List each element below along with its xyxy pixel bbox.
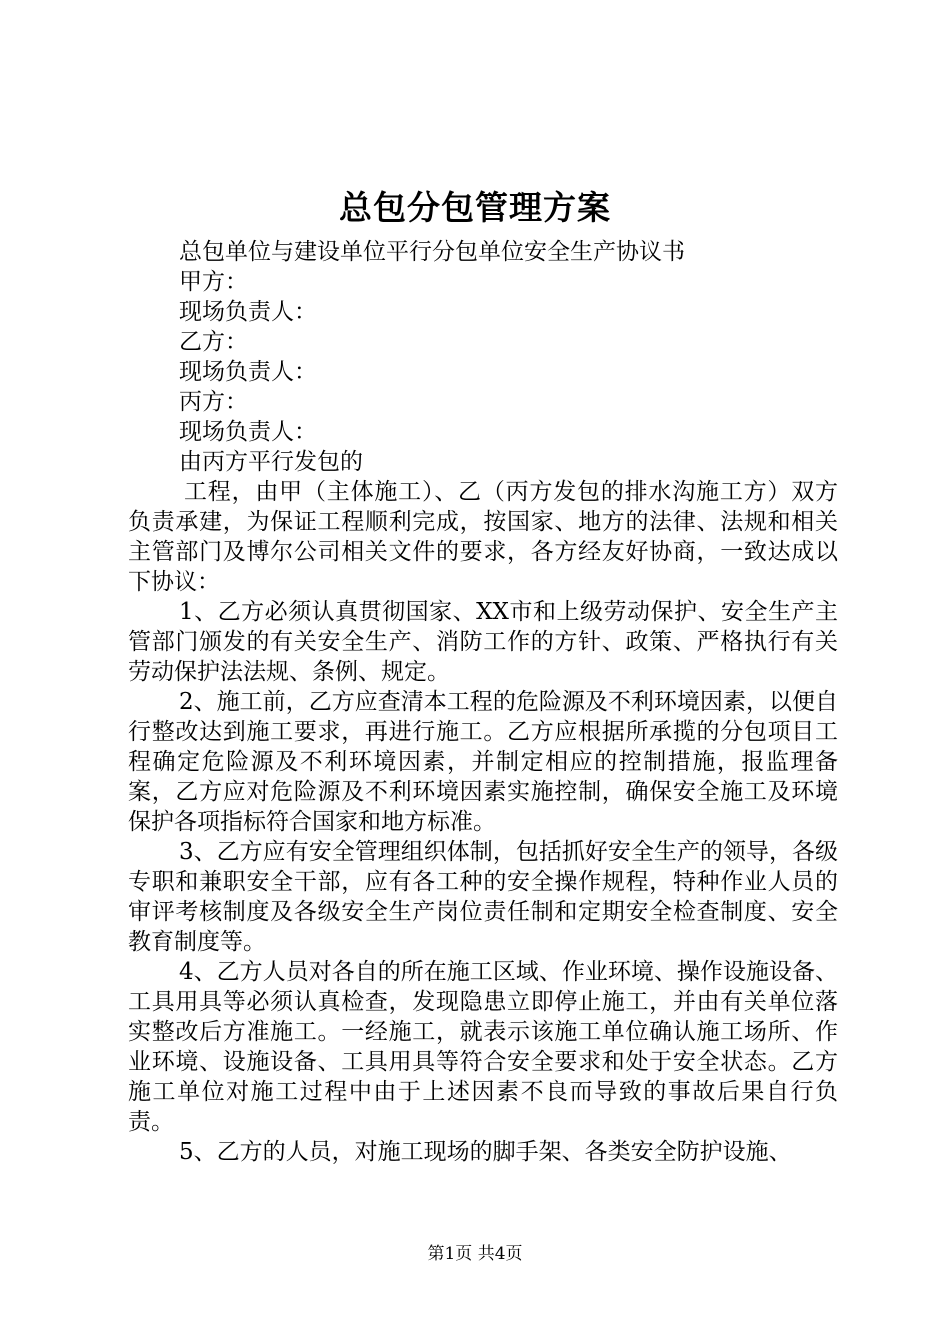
clause-3: 3、乙方应有安全管理组织体制，包括抓好安全生产的领导，各级专职和兼职安全干部，应有各工种的安全操作规程，特种作业人员的审评考核制度及各级安全生产岗位责任制和定期安全检查制度、安全教育制度等。 <box>128 839 838 955</box>
party-b-label: 乙方： <box>179 329 248 355</box>
clause-1: 1、乙方必须认真贯彻国家、XX市和上级劳动保护、安全生产主管部门颁发的有关安全生产、消防工作的方针、政策、严格执行有关劳动保护法法规、条例、规定。 <box>128 599 838 685</box>
party-c-label: 丙方： <box>179 389 248 415</box>
agreement-subtitle: 总包单位与建设单位平行分包单位安全生产协议书 <box>179 239 685 265</box>
intro-paragraph: 工程，由甲（主体施工）、乙（丙方发包的排水沟施工方）双方负责承建，为保证工程顺利完成，按国家、地方的法律、法规和相关主管部门及博尔公司相关文件的要求，各方经友好协商，一致达成以下协议： <box>128 479 838 595</box>
clause-5: 5、乙方的人员，对施工现场的脚手架、各类安全防护设施、 <box>179 1139 792 1165</box>
party-a-label: 甲方： <box>179 269 248 295</box>
party-b-rep-label: 现场负责人： <box>179 359 317 385</box>
document-body <box>128 237 838 1167</box>
document-title: 总包分包管理方案 <box>339 188 611 227</box>
party-a-rep-label: 现场负责人： <box>179 299 317 325</box>
page-footer: 第1页 共4页 <box>427 1244 523 1264</box>
clause-2: 2、施工前，乙方应查清本工程的危险源及不利环境因素，以便自行整改达到施工要求，再进行施工。乙方应根据所承揽的分包项目工程确定危险源及不利环境因素，并制定相应的控制措施，报监理备案，乙方应对危险源及不利环境因素实施控制，确保安全施工及环境保护各项指标符合国家和地方标准。 <box>128 689 838 835</box>
contract-by-line: 由丙方平行发包的 <box>179 449 363 475</box>
party-c-rep-label: 现场负责人： <box>179 419 317 445</box>
clause-4: 4、乙方人员对各自的所在施工区域、作业环境、操作设施设备、工具用具等必须认真检查，发现隐患立即停止施工，并由有关单位落实整改后方准施工。一经施工，就表示该施工单位确认施工场所、作业环境、设施设备、工具用具等符合安全要求和处于安全状态。乙方施工单位对施工过程中由于上述因素不良而导致的事故后果自行负责。 <box>128 959 838 1135</box>
